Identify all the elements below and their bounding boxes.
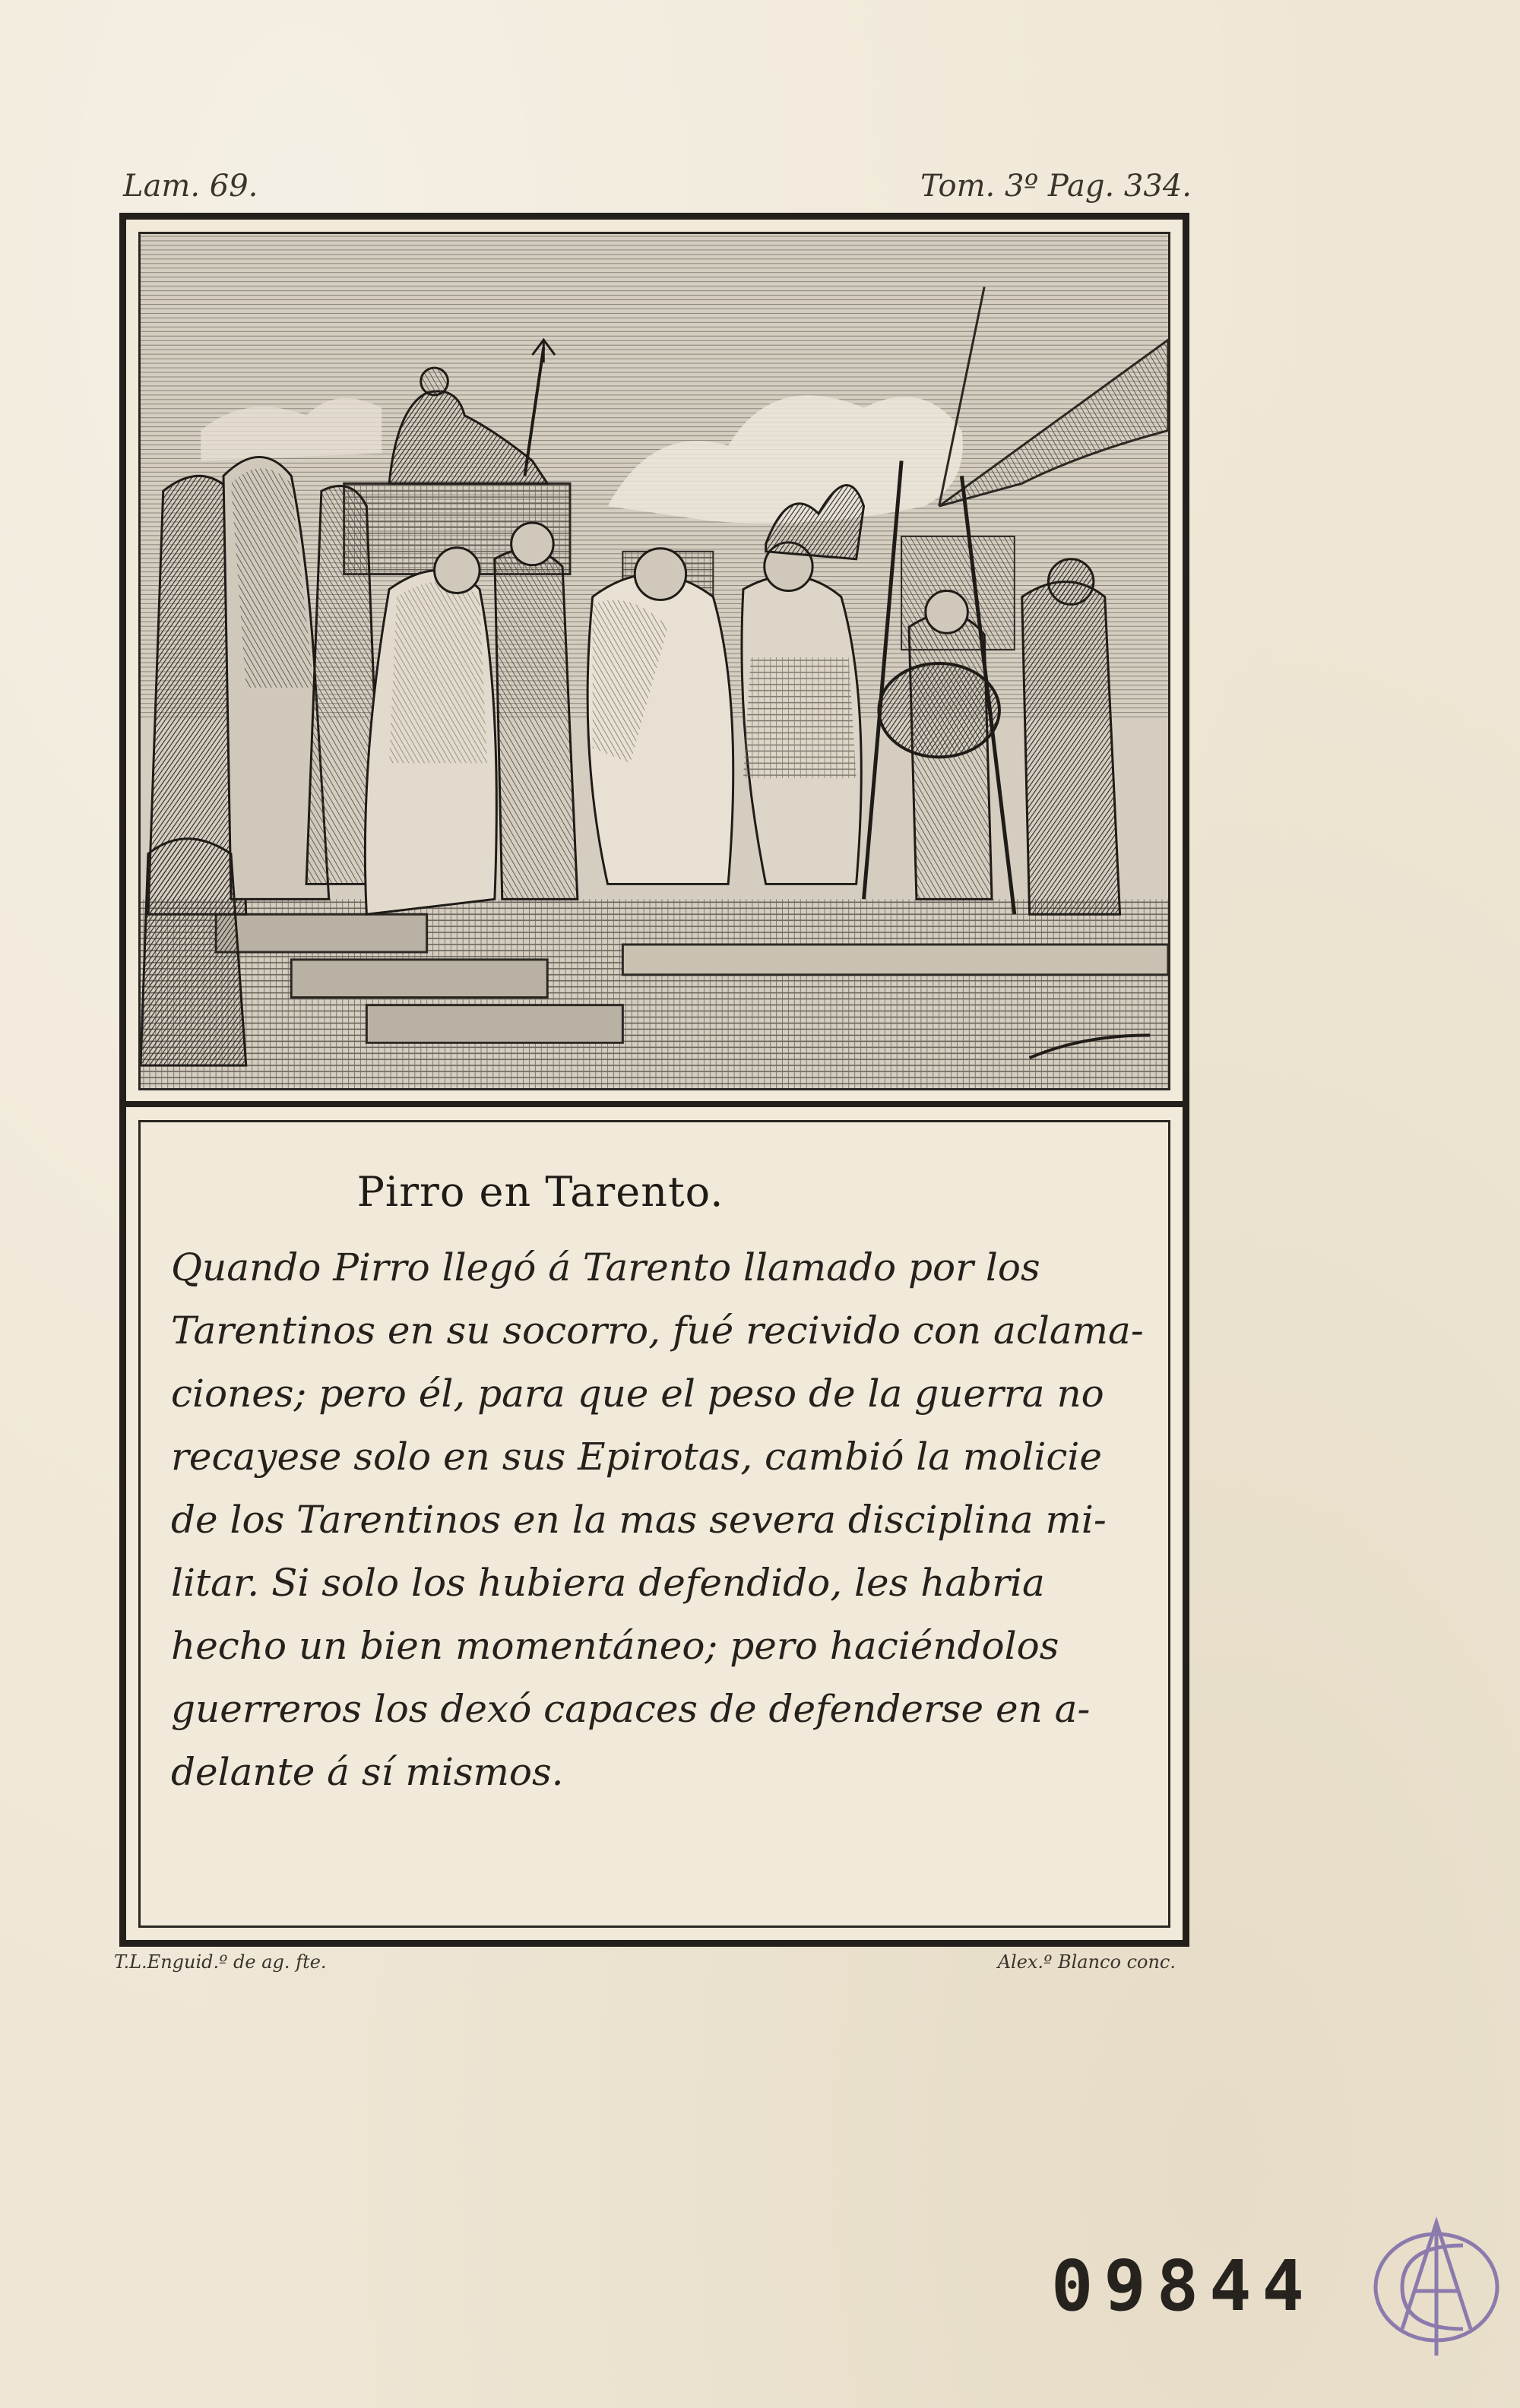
plate-divider: [126, 1101, 1183, 1107]
caption-line: delante á sí mismos.: [171, 1750, 564, 1794]
soldier-figure: [1022, 582, 1120, 915]
finisher-credit: Alex.º Blanco conc.: [997, 1951, 1176, 1973]
page-reference: Tom. 3º Pag. 334.: [920, 169, 1192, 204]
caption-line: de los Tarentinos en la mas severa disciplina mi-: [171, 1498, 1107, 1542]
collection-stamp: [1357, 2200, 1516, 2367]
caption-line: hecho un bien momentáneo; pero haciéndolos: [171, 1624, 1059, 1668]
caption-line: Quando Pirro llegó á Tarento llamado por los: [171, 1245, 1040, 1289]
caption-title: Pirro en Tarento.: [356, 1168, 724, 1216]
caption-line: ciones; pero él, para que el peso de la guerra no: [171, 1372, 1104, 1416]
inventory-number: 09844: [1051, 2245, 1315, 2327]
kneeling-figure: [141, 839, 246, 1065]
caption-line: guerreros los dexó capaces de defenderse en a-: [171, 1687, 1091, 1731]
plate-number: Lam. 69.: [123, 169, 258, 204]
engraving-scene: [141, 234, 1168, 1088]
quay-platform: [622, 945, 1168, 975]
caption-line: litar. Si solo los hubiera defendido, les habria: [171, 1561, 1045, 1605]
engraver-credit: T.L.Enguid.º de ag. fte.: [114, 1951, 327, 1973]
caption-line: Tarentinos en su socorro, fué recivido con aclama-: [171, 1308, 1144, 1353]
engraving-illustration: [138, 232, 1170, 1090]
tarentine-greeter: [495, 549, 578, 899]
engraving-plate: [119, 213, 1189, 1947]
caption-text: [171, 1236, 1145, 1804]
caption-box: [138, 1120, 1170, 1928]
caption-line: recayese solo en sus Epirotas, cambió la molicie: [171, 1435, 1102, 1479]
round-shield: [879, 663, 999, 757]
